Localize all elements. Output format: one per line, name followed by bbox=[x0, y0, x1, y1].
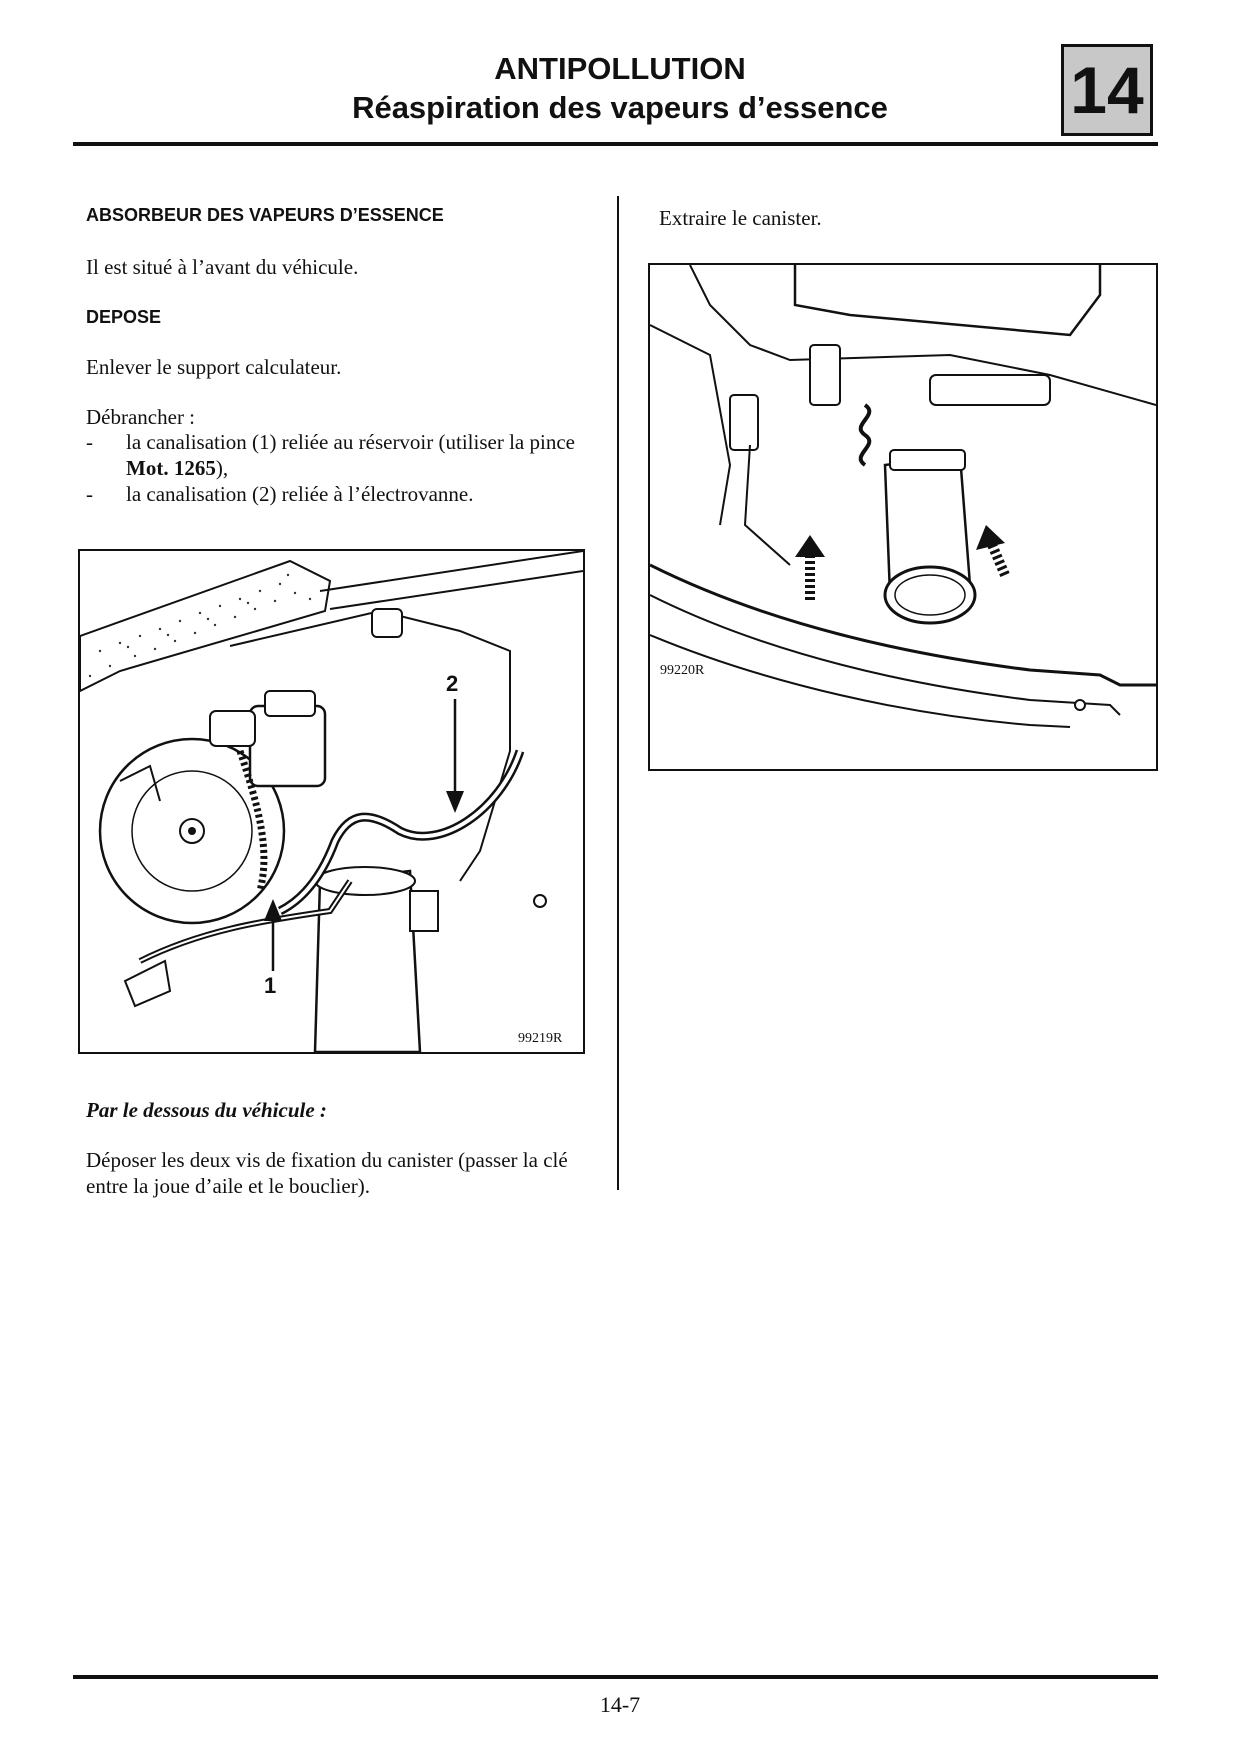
page-title: ANTIPOLLUTION bbox=[494, 51, 746, 86]
figure-canister-extraction bbox=[648, 263, 1158, 771]
step-remove-screws: Déposer les deux vis de fixation du canister (passer la clé entre la joue d’aile et le bouclier). bbox=[86, 1148, 568, 1198]
list-dash: - bbox=[86, 482, 93, 506]
disconnect-list bbox=[86, 429, 576, 507]
tool-reference: Mot. 1265 bbox=[126, 456, 216, 480]
figure-code: 99219R bbox=[518, 1031, 563, 1046]
list-item bbox=[86, 429, 576, 481]
list-item-text: la canalisation (2) reliée à l’électrovanne. bbox=[126, 482, 474, 506]
page-header bbox=[70, 50, 1170, 128]
page-subtitle: Réaspiration des vapeurs d’essence bbox=[352, 90, 888, 125]
step-remove-support: Enlever le support calculateur. bbox=[86, 355, 342, 379]
removal-heading: DEPOSE bbox=[86, 307, 162, 327]
chapter-number-badge: 14 bbox=[1061, 44, 1153, 136]
location-text: Il est situé à l’avant du véhicule. bbox=[86, 255, 359, 279]
callout-label-2: 2 bbox=[446, 671, 459, 696]
page-number: 14-7 bbox=[599, 1692, 641, 1717]
callout-label-1: 1 bbox=[264, 973, 277, 998]
footer-rule bbox=[73, 1675, 1158, 1679]
canister-extraction-illustration bbox=[650, 265, 1156, 769]
column-divider bbox=[617, 196, 619, 1190]
underneath-heading: Par le dessous du véhicule : bbox=[86, 1098, 327, 1122]
header-rule bbox=[73, 142, 1158, 146]
list-dash: - bbox=[86, 430, 93, 454]
figure-canister-engine-bay bbox=[78, 549, 585, 1054]
step-extract-canister: Extraire le canister. bbox=[659, 206, 822, 230]
list-item bbox=[86, 481, 576, 507]
figure-code: 99220R bbox=[660, 663, 705, 678]
list-item-text: la canalisation (1) reliée au réservoir (utiliser la pince bbox=[126, 430, 575, 454]
list-item-text-end: ), bbox=[215, 456, 229, 480]
disconnect-intro: Débrancher : bbox=[86, 405, 196, 429]
section-heading: ABSORBEUR DES VAPEURS D’ESSENCE bbox=[86, 205, 444, 225]
canister-illustration bbox=[80, 551, 583, 1052]
